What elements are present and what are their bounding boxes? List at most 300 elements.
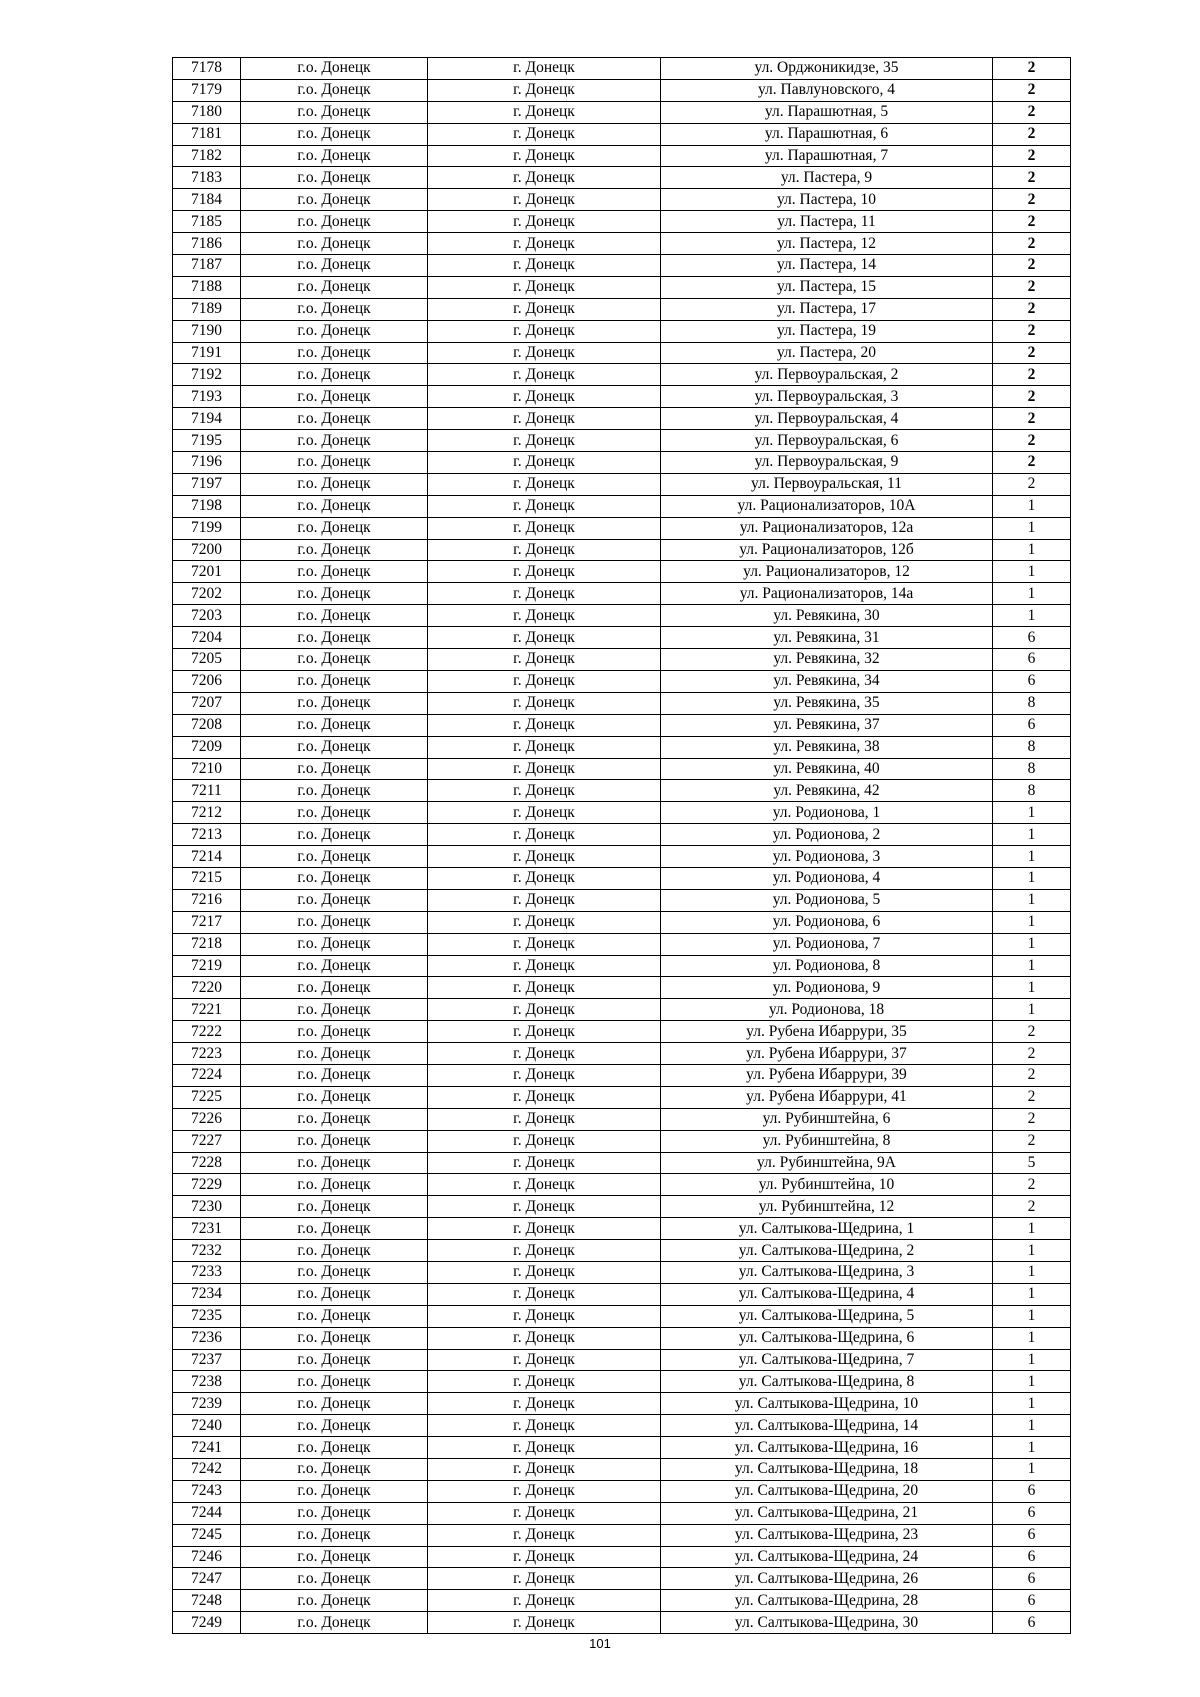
city-cell: г. Донецк bbox=[428, 758, 661, 780]
page-number: 101 bbox=[589, 1636, 611, 1651]
count-cell: 2 bbox=[993, 1064, 1071, 1086]
row-number-cell: 7216 bbox=[173, 889, 241, 911]
count-cell: 1 bbox=[993, 889, 1071, 911]
row-number-cell: 7189 bbox=[173, 298, 241, 320]
district-cell: г.о. Донецк bbox=[241, 211, 428, 233]
row-number-cell: 7214 bbox=[173, 846, 241, 868]
table-row bbox=[173, 1371, 1071, 1393]
district-cell: г.о. Донецк bbox=[241, 714, 428, 736]
city-cell: г. Донецк bbox=[428, 1043, 661, 1065]
count-cell: 1 bbox=[993, 933, 1071, 955]
district-cell: г.о. Донецк bbox=[241, 999, 428, 1021]
count-cell: 6 bbox=[993, 1568, 1071, 1590]
count-cell: 1 bbox=[993, 1349, 1071, 1371]
count-cell: 1 bbox=[993, 583, 1071, 605]
table-row bbox=[173, 298, 1071, 320]
district-cell: г.о. Донецк bbox=[241, 276, 428, 298]
table-row bbox=[173, 889, 1071, 911]
address-cell: ул. Рационализаторов, 12а bbox=[661, 517, 993, 539]
table-row bbox=[173, 1064, 1071, 1086]
count-cell: 1 bbox=[993, 1261, 1071, 1283]
district-cell: г.о. Донецк bbox=[241, 824, 428, 846]
row-number-cell: 7227 bbox=[173, 1130, 241, 1152]
table-row bbox=[173, 670, 1071, 692]
district-cell: г.о. Донецк bbox=[241, 977, 428, 999]
table-row bbox=[173, 101, 1071, 123]
count-cell: 6 bbox=[993, 670, 1071, 692]
count-cell: 6 bbox=[993, 714, 1071, 736]
city-cell: г. Донецк bbox=[428, 473, 661, 495]
district-cell: г.о. Донецк bbox=[241, 101, 428, 123]
row-number-cell: 7182 bbox=[173, 145, 241, 167]
count-cell: 2 bbox=[993, 189, 1071, 211]
table-row bbox=[173, 1174, 1071, 1196]
district-cell: г.о. Донецк bbox=[241, 802, 428, 824]
district-cell: г.о. Донецк bbox=[241, 517, 428, 539]
address-cell: ул. Ревякина, 34 bbox=[661, 670, 993, 692]
table-row bbox=[173, 145, 1071, 167]
address-cell: ул. Салтыкова-Щедрина, 16 bbox=[661, 1437, 993, 1459]
city-cell: г. Донецк bbox=[428, 430, 661, 452]
count-cell: 2 bbox=[993, 1086, 1071, 1108]
address-cell: ул. Салтыкова-Щедрина, 23 bbox=[661, 1524, 993, 1546]
address-cell: ул. Рационализаторов, 10А bbox=[661, 495, 993, 517]
address-cell: ул. Орджоникидзе, 35 bbox=[661, 58, 993, 80]
row-number-cell: 7222 bbox=[173, 1021, 241, 1043]
table-row bbox=[173, 1349, 1071, 1371]
district-cell: г.о. Донецк bbox=[241, 1240, 428, 1262]
address-cell: ул. Рационализаторов, 12 bbox=[661, 561, 993, 583]
row-number-cell: 7199 bbox=[173, 517, 241, 539]
city-cell: г. Донецк bbox=[428, 692, 661, 714]
city-cell: г. Донецк bbox=[428, 364, 661, 386]
district-cell: г.о. Донецк bbox=[241, 1152, 428, 1174]
city-cell: г. Донецк bbox=[428, 999, 661, 1021]
address-cell: ул. Рубена Ибаррури, 37 bbox=[661, 1043, 993, 1065]
table-row bbox=[173, 1283, 1071, 1305]
address-cell: ул. Пастера, 11 bbox=[661, 211, 993, 233]
city-cell: г. Донецк bbox=[428, 889, 661, 911]
row-number-cell: 7239 bbox=[173, 1393, 241, 1415]
city-cell: г. Донецк bbox=[428, 1568, 661, 1590]
address-cell: ул. Родионова, 3 bbox=[661, 846, 993, 868]
count-cell: 1 bbox=[993, 1305, 1071, 1327]
city-cell: г. Донецк bbox=[428, 539, 661, 561]
count-cell: 6 bbox=[993, 1502, 1071, 1524]
table-row bbox=[173, 1612, 1071, 1634]
district-cell: г.о. Донецк bbox=[241, 736, 428, 758]
table-row bbox=[173, 1130, 1071, 1152]
city-cell: г. Донецк bbox=[428, 736, 661, 758]
district-cell: г.о. Донецк bbox=[241, 1174, 428, 1196]
city-cell: г. Донецк bbox=[428, 408, 661, 430]
district-cell: г.о. Донецк bbox=[241, 495, 428, 517]
address-cell: ул. Салтыкова-Щедрина, 3 bbox=[661, 1261, 993, 1283]
table-row bbox=[173, 867, 1071, 889]
table-row bbox=[173, 1590, 1071, 1612]
district-cell: г.о. Донецк bbox=[241, 1415, 428, 1437]
address-cell: ул. Парашютная, 5 bbox=[661, 101, 993, 123]
district-cell: г.о. Донецк bbox=[241, 167, 428, 189]
city-cell: г. Донецк bbox=[428, 649, 661, 671]
row-number-cell: 7181 bbox=[173, 123, 241, 145]
address-cell: ул. Рубена Ибаррури, 41 bbox=[661, 1086, 993, 1108]
district-cell: г.о. Донецк bbox=[241, 342, 428, 364]
district-cell: г.о. Донецк bbox=[241, 955, 428, 977]
row-number-cell: 7186 bbox=[173, 233, 241, 255]
district-cell: г.о. Донецк bbox=[241, 364, 428, 386]
address-cell: ул. Салтыкова-Щедрина, 30 bbox=[661, 1612, 993, 1634]
city-cell: г. Донецк bbox=[428, 1546, 661, 1568]
table-row bbox=[173, 692, 1071, 714]
count-cell: 2 bbox=[993, 1130, 1071, 1152]
address-cell: ул. Ревякина, 38 bbox=[661, 736, 993, 758]
count-cell: 1 bbox=[993, 824, 1071, 846]
city-cell: г. Донецк bbox=[428, 627, 661, 649]
count-cell: 2 bbox=[993, 255, 1071, 277]
address-cell: ул. Салтыкова-Щедрина, 8 bbox=[661, 1371, 993, 1393]
city-cell: г. Донецк bbox=[428, 1502, 661, 1524]
address-cell: ул. Салтыкова-Щедрина, 10 bbox=[661, 1393, 993, 1415]
address-cell: ул. Родионова, 6 bbox=[661, 911, 993, 933]
count-cell: 1 bbox=[993, 911, 1071, 933]
table-row bbox=[173, 320, 1071, 342]
table-row bbox=[173, 1043, 1071, 1065]
city-cell: г. Донецк bbox=[428, 824, 661, 846]
city-cell: г. Донецк bbox=[428, 1218, 661, 1240]
city-cell: г. Донецк bbox=[428, 867, 661, 889]
address-cell: ул. Рационализаторов, 12б bbox=[661, 539, 993, 561]
district-cell: г.о. Донецк bbox=[241, 320, 428, 342]
row-number-cell: 7202 bbox=[173, 583, 241, 605]
row-number-cell: 7206 bbox=[173, 670, 241, 692]
count-cell: 1 bbox=[993, 1437, 1071, 1459]
city-cell: г. Донецк bbox=[428, 933, 661, 955]
table-row bbox=[173, 1480, 1071, 1502]
count-cell: 2 bbox=[993, 1043, 1071, 1065]
row-number-cell: 7198 bbox=[173, 495, 241, 517]
count-cell: 2 bbox=[993, 79, 1071, 101]
table-row bbox=[173, 1152, 1071, 1174]
district-cell: г.о. Донецк bbox=[241, 1546, 428, 1568]
row-number-cell: 7247 bbox=[173, 1568, 241, 1590]
city-cell: г. Донецк bbox=[428, 714, 661, 736]
city-cell: г. Донецк bbox=[428, 605, 661, 627]
district-cell: г.о. Донецк bbox=[241, 692, 428, 714]
city-cell: г. Донецк bbox=[428, 1240, 661, 1262]
row-number-cell: 7200 bbox=[173, 539, 241, 561]
table-row bbox=[173, 1240, 1071, 1262]
count-cell: 2 bbox=[993, 276, 1071, 298]
row-number-cell: 7215 bbox=[173, 867, 241, 889]
district-cell: г.о. Донецк bbox=[241, 1524, 428, 1546]
city-cell: г. Донецк bbox=[428, 1196, 661, 1218]
row-number-cell: 7187 bbox=[173, 255, 241, 277]
table-row bbox=[173, 1568, 1071, 1590]
city-cell: г. Донецк bbox=[428, 802, 661, 824]
count-cell: 1 bbox=[993, 517, 1071, 539]
row-number-cell: 7185 bbox=[173, 211, 241, 233]
city-cell: г. Донецк bbox=[428, 955, 661, 977]
count-cell: 1 bbox=[993, 1371, 1071, 1393]
city-cell: г. Донецк bbox=[428, 1021, 661, 1043]
address-cell: ул. Родионова, 9 bbox=[661, 977, 993, 999]
table-row bbox=[173, 583, 1071, 605]
table-row bbox=[173, 211, 1071, 233]
address-cell: ул. Салтыкова-Щедрина, 26 bbox=[661, 1568, 993, 1590]
district-cell: г.о. Донецк bbox=[241, 189, 428, 211]
district-cell: г.о. Донецк bbox=[241, 561, 428, 583]
district-cell: г.о. Донецк bbox=[241, 1437, 428, 1459]
address-cell: ул. Ревякина, 35 bbox=[661, 692, 993, 714]
address-cell: ул. Рубинштейна, 12 bbox=[661, 1196, 993, 1218]
district-cell: г.о. Донецк bbox=[241, 889, 428, 911]
count-cell: 2 bbox=[993, 167, 1071, 189]
count-cell: 1 bbox=[993, 1459, 1071, 1481]
city-cell: г. Донецк bbox=[428, 1327, 661, 1349]
city-cell: г. Донецк bbox=[428, 386, 661, 408]
address-cell: ул. Родионова, 5 bbox=[661, 889, 993, 911]
count-cell: 1 bbox=[993, 1327, 1071, 1349]
table-row bbox=[173, 627, 1071, 649]
count-cell: 6 bbox=[993, 1590, 1071, 1612]
city-cell: г. Донецк bbox=[428, 561, 661, 583]
city-cell: г. Донецк bbox=[428, 1283, 661, 1305]
row-number-cell: 7208 bbox=[173, 714, 241, 736]
address-cell: ул. Родионова, 1 bbox=[661, 802, 993, 824]
city-cell: г. Донецк bbox=[428, 911, 661, 933]
row-number-cell: 7240 bbox=[173, 1415, 241, 1437]
table-row bbox=[173, 955, 1071, 977]
row-number-cell: 7178 bbox=[173, 58, 241, 80]
city-cell: г. Донецк bbox=[428, 1480, 661, 1502]
district-cell: г.о. Донецк bbox=[241, 1261, 428, 1283]
count-cell: 8 bbox=[993, 780, 1071, 802]
table-row bbox=[173, 780, 1071, 802]
table-row bbox=[173, 342, 1071, 364]
table-row bbox=[173, 167, 1071, 189]
city-cell: г. Донецк bbox=[428, 1524, 661, 1546]
district-cell: г.о. Донецк bbox=[241, 780, 428, 802]
table-row bbox=[173, 1086, 1071, 1108]
district-cell: г.о. Донецк bbox=[241, 1108, 428, 1130]
table-row bbox=[173, 1437, 1071, 1459]
district-cell: г.о. Донецк bbox=[241, 933, 428, 955]
address-cell: ул. Первоуральская, 3 bbox=[661, 386, 993, 408]
district-cell: г.о. Донецк bbox=[241, 123, 428, 145]
row-number-cell: 7192 bbox=[173, 364, 241, 386]
table-row bbox=[173, 714, 1071, 736]
district-cell: г.о. Донецк bbox=[241, 452, 428, 474]
city-cell: г. Донецк bbox=[428, 1459, 661, 1481]
district-cell: г.о. Донецк bbox=[241, 473, 428, 495]
row-number-cell: 7195 bbox=[173, 430, 241, 452]
district-cell: г.о. Донецк bbox=[241, 627, 428, 649]
table-row bbox=[173, 999, 1071, 1021]
address-cell: ул. Рубинштейна, 9А bbox=[661, 1152, 993, 1174]
address-cell: ул. Ревякина, 42 bbox=[661, 780, 993, 802]
district-cell: г.о. Донецк bbox=[241, 846, 428, 868]
district-cell: г.о. Донецк bbox=[241, 58, 428, 80]
table-row bbox=[173, 364, 1071, 386]
district-cell: г.о. Донецк bbox=[241, 298, 428, 320]
count-cell: 2 bbox=[993, 1174, 1071, 1196]
district-cell: г.о. Донецк bbox=[241, 583, 428, 605]
count-cell: 2 bbox=[993, 364, 1071, 386]
table-row bbox=[173, 977, 1071, 999]
city-cell: г. Донецк bbox=[428, 517, 661, 539]
count-cell: 6 bbox=[993, 1480, 1071, 1502]
address-cell: ул. Салтыкова-Щедрина, 1 bbox=[661, 1218, 993, 1240]
row-number-cell: 7237 bbox=[173, 1349, 241, 1371]
count-cell: 6 bbox=[993, 1524, 1071, 1546]
table-row bbox=[173, 1546, 1071, 1568]
table-row bbox=[173, 1196, 1071, 1218]
table-row bbox=[173, 561, 1071, 583]
address-cell: ул. Родионова, 8 bbox=[661, 955, 993, 977]
count-cell: 2 bbox=[993, 145, 1071, 167]
district-cell: г.о. Донецк bbox=[241, 1568, 428, 1590]
district-cell: г.о. Донецк bbox=[241, 911, 428, 933]
count-cell: 8 bbox=[993, 758, 1071, 780]
address-cell: ул. Первоуральская, 11 bbox=[661, 473, 993, 495]
district-cell: г.о. Донецк bbox=[241, 1196, 428, 1218]
count-cell: 1 bbox=[993, 1240, 1071, 1262]
table-row bbox=[173, 933, 1071, 955]
row-number-cell: 7179 bbox=[173, 79, 241, 101]
district-cell: г.о. Донецк bbox=[241, 408, 428, 430]
address-cell: ул. Салтыкова-Щедрина, 2 bbox=[661, 1240, 993, 1262]
count-cell: 2 bbox=[993, 408, 1071, 430]
district-cell: г.о. Донецк bbox=[241, 1502, 428, 1524]
count-cell: 1 bbox=[993, 561, 1071, 583]
row-number-cell: 7219 bbox=[173, 955, 241, 977]
city-cell: г. Донецк bbox=[428, 1437, 661, 1459]
count-cell: 1 bbox=[993, 846, 1071, 868]
count-cell: 2 bbox=[993, 58, 1071, 80]
district-cell: г.о. Донецк bbox=[241, 867, 428, 889]
address-cell: ул. Пастера, 10 bbox=[661, 189, 993, 211]
city-cell: г. Донецк bbox=[428, 452, 661, 474]
table-row bbox=[173, 1261, 1071, 1283]
address-cell: ул. Салтыкова-Щедрина, 14 bbox=[661, 1415, 993, 1437]
table-row bbox=[173, 1393, 1071, 1415]
city-cell: г. Донецк bbox=[428, 1349, 661, 1371]
count-cell: 8 bbox=[993, 692, 1071, 714]
district-cell: г.о. Донецк bbox=[241, 430, 428, 452]
city-cell: г. Донецк bbox=[428, 189, 661, 211]
address-cell: ул. Пастера, 9 bbox=[661, 167, 993, 189]
row-number-cell: 7190 bbox=[173, 320, 241, 342]
table-row bbox=[173, 452, 1071, 474]
city-cell: г. Донецк bbox=[428, 342, 661, 364]
district-cell: г.о. Донецк bbox=[241, 1393, 428, 1415]
address-cell: ул. Рационализаторов, 14а bbox=[661, 583, 993, 605]
city-cell: г. Донецк bbox=[428, 670, 661, 692]
table-row bbox=[173, 79, 1071, 101]
city-cell: г. Донецк bbox=[428, 320, 661, 342]
count-cell: 1 bbox=[993, 955, 1071, 977]
row-number-cell: 7232 bbox=[173, 1240, 241, 1262]
address-cell: ул. Салтыкова-Щедрина, 24 bbox=[661, 1546, 993, 1568]
row-number-cell: 7226 bbox=[173, 1108, 241, 1130]
table-row bbox=[173, 1524, 1071, 1546]
row-number-cell: 7245 bbox=[173, 1524, 241, 1546]
count-cell: 6 bbox=[993, 1612, 1071, 1634]
district-cell: г.о. Донецк bbox=[241, 1327, 428, 1349]
row-number-cell: 7224 bbox=[173, 1064, 241, 1086]
district-cell: г.о. Донецк bbox=[241, 255, 428, 277]
count-cell: 2 bbox=[993, 386, 1071, 408]
address-cell: ул. Салтыкова-Щедрина, 6 bbox=[661, 1327, 993, 1349]
city-cell: г. Донецк bbox=[428, 1393, 661, 1415]
address-cell: ул. Рубинштейна, 8 bbox=[661, 1130, 993, 1152]
address-cell: ул. Рубена Ибаррури, 39 bbox=[661, 1064, 993, 1086]
district-cell: г.о. Донецк bbox=[241, 649, 428, 671]
count-cell: 2 bbox=[993, 211, 1071, 233]
address-cell: ул. Пастера, 17 bbox=[661, 298, 993, 320]
row-number-cell: 7249 bbox=[173, 1612, 241, 1634]
district-cell: г.о. Донецк bbox=[241, 1590, 428, 1612]
table-row bbox=[173, 1415, 1071, 1437]
city-cell: г. Донецк bbox=[428, 145, 661, 167]
row-number-cell: 7241 bbox=[173, 1437, 241, 1459]
table-row bbox=[173, 846, 1071, 868]
district-cell: г.о. Донецк bbox=[241, 233, 428, 255]
address-cell: ул. Салтыкова-Щедрина, 4 bbox=[661, 1283, 993, 1305]
district-cell: г.о. Донецк bbox=[241, 1371, 428, 1393]
row-number-cell: 7228 bbox=[173, 1152, 241, 1174]
table-row bbox=[173, 649, 1071, 671]
address-cell: ул. Рубинштейна, 10 bbox=[661, 1174, 993, 1196]
count-cell: 8 bbox=[993, 736, 1071, 758]
table-row bbox=[173, 802, 1071, 824]
district-cell: г.о. Донецк bbox=[241, 1064, 428, 1086]
count-cell: 5 bbox=[993, 1152, 1071, 1174]
city-cell: г. Донецк bbox=[428, 977, 661, 999]
address-cell: ул. Пастера, 14 bbox=[661, 255, 993, 277]
table-row bbox=[173, 386, 1071, 408]
address-cell: ул. Родионова, 18 bbox=[661, 999, 993, 1021]
count-cell: 1 bbox=[993, 999, 1071, 1021]
city-cell: г. Донецк bbox=[428, 1415, 661, 1437]
row-number-cell: 7213 bbox=[173, 824, 241, 846]
city-cell: г. Донецк bbox=[428, 1261, 661, 1283]
table-row bbox=[173, 1459, 1071, 1481]
district-cell: г.о. Донецк bbox=[241, 386, 428, 408]
district-cell: г.о. Донецк bbox=[241, 758, 428, 780]
table-row bbox=[173, 430, 1071, 452]
row-number-cell: 7244 bbox=[173, 1502, 241, 1524]
table-row bbox=[173, 1021, 1071, 1043]
city-cell: г. Донецк bbox=[428, 780, 661, 802]
row-number-cell: 7207 bbox=[173, 692, 241, 714]
row-number-cell: 7243 bbox=[173, 1480, 241, 1502]
count-cell: 1 bbox=[993, 977, 1071, 999]
count-cell: 2 bbox=[993, 430, 1071, 452]
row-number-cell: 7218 bbox=[173, 933, 241, 955]
count-cell: 2 bbox=[993, 233, 1071, 255]
row-number-cell: 7220 bbox=[173, 977, 241, 999]
city-cell: г. Донецк bbox=[428, 1174, 661, 1196]
city-cell: г. Донецк bbox=[428, 298, 661, 320]
city-cell: г. Донецк bbox=[428, 1590, 661, 1612]
address-cell: ул. Рубинштейна, 6 bbox=[661, 1108, 993, 1130]
count-cell: 1 bbox=[993, 495, 1071, 517]
row-number-cell: 7197 bbox=[173, 473, 241, 495]
address-cell: ул. Салтыкова-Щедрина, 7 bbox=[661, 1349, 993, 1371]
address-cell: ул. Пастера, 12 bbox=[661, 233, 993, 255]
